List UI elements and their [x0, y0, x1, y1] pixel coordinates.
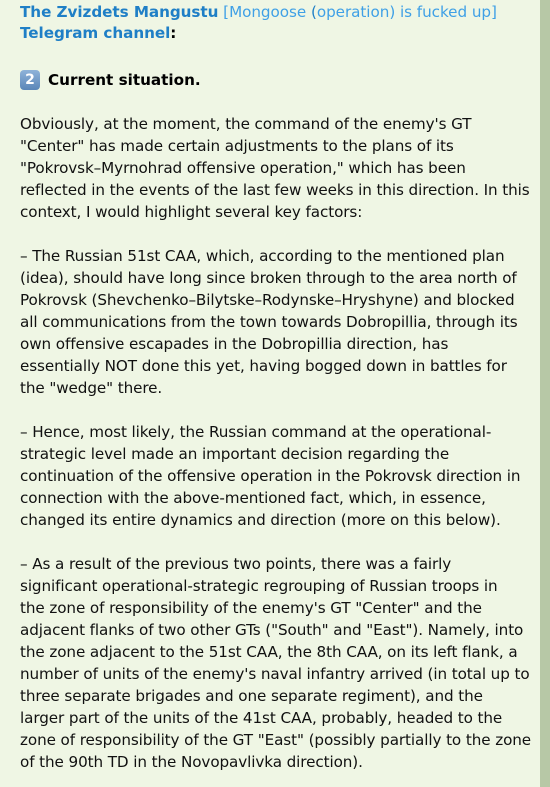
channel-name-link[interactable]: The Zvizdets Mangustu — [20, 3, 219, 21]
header-link-operation[interactable]: operation — [316, 3, 390, 21]
keycap-2-icon: 2 — [20, 70, 40, 90]
chat-background-edge — [540, 0, 550, 787]
header-link-mongoose[interactable]: Mongoose — [229, 3, 307, 21]
header-bracket-rest[interactable]: ) is fucked up] — [389, 3, 497, 21]
header-colon: : — [170, 24, 177, 42]
header-paren-open: ( — [306, 3, 317, 21]
message-paragraph-intro: Obviously, at the moment, the command of the enemy's GT "Center" has made certain adjustments to the plans of its "Pokrovsk–Myrnohrad offensive operation," which has been reflected in the events of the last few weeks in this direction. In this context, I would highlight several key factors: — [20, 115, 530, 221]
message-header — [20, 2, 532, 44]
section-title: Current situation. — [48, 71, 201, 89]
section-heading — [20, 69, 532, 91]
telegram-channel-link[interactable]: Telegram channel — [20, 24, 171, 42]
message-paragraph-command-decision: – Hence, most likely, the Russian command at the operational- strategic level made an important decision regarding the continuation of the offensive operation in the Pokrovsk direction in connection with the above-mentioned fact, which, in essence, changed its entire dynamics and direction (more on this below). — [20, 423, 521, 529]
message-paragraph-regrouping: – As a result of the previous two points, there was a fairly significant operational-strategic regrouping of Russian troops in the zone of responsibility of the enemy's GT "Center" and the adjacent flanks of two other GTs ("South" and "East"). Namely, into the zone adjacent to the 51st CAA, the 8th CAA, on its left flank, a number of units of the enemy's naval infantry arrived (in total up to three separate brigades and one separate regiment), and the larger part of the units of the 41st CAA, probably, headed to the zone of responsibility of the GT "East" (possibly partially to the zone of the 90th TD in the Novopavlivka direction). — [20, 555, 532, 771]
message-paragraph-51st-caa: – The Russian 51st CAA, which, according to the mentioned plan (idea), should have long since broken through to the area north of Pokrovsk (Shevchenko–Bilytske–Rodynske–Hryshyne) and blocked all communications from the town towards Dobropillia, through its own offensive escapades in the Dobropillia direction, has essentially NOT done this yet, having bogged down in battles for the "wedge" there. — [20, 247, 518, 397]
header-bracket-open: [ — [218, 3, 230, 21]
